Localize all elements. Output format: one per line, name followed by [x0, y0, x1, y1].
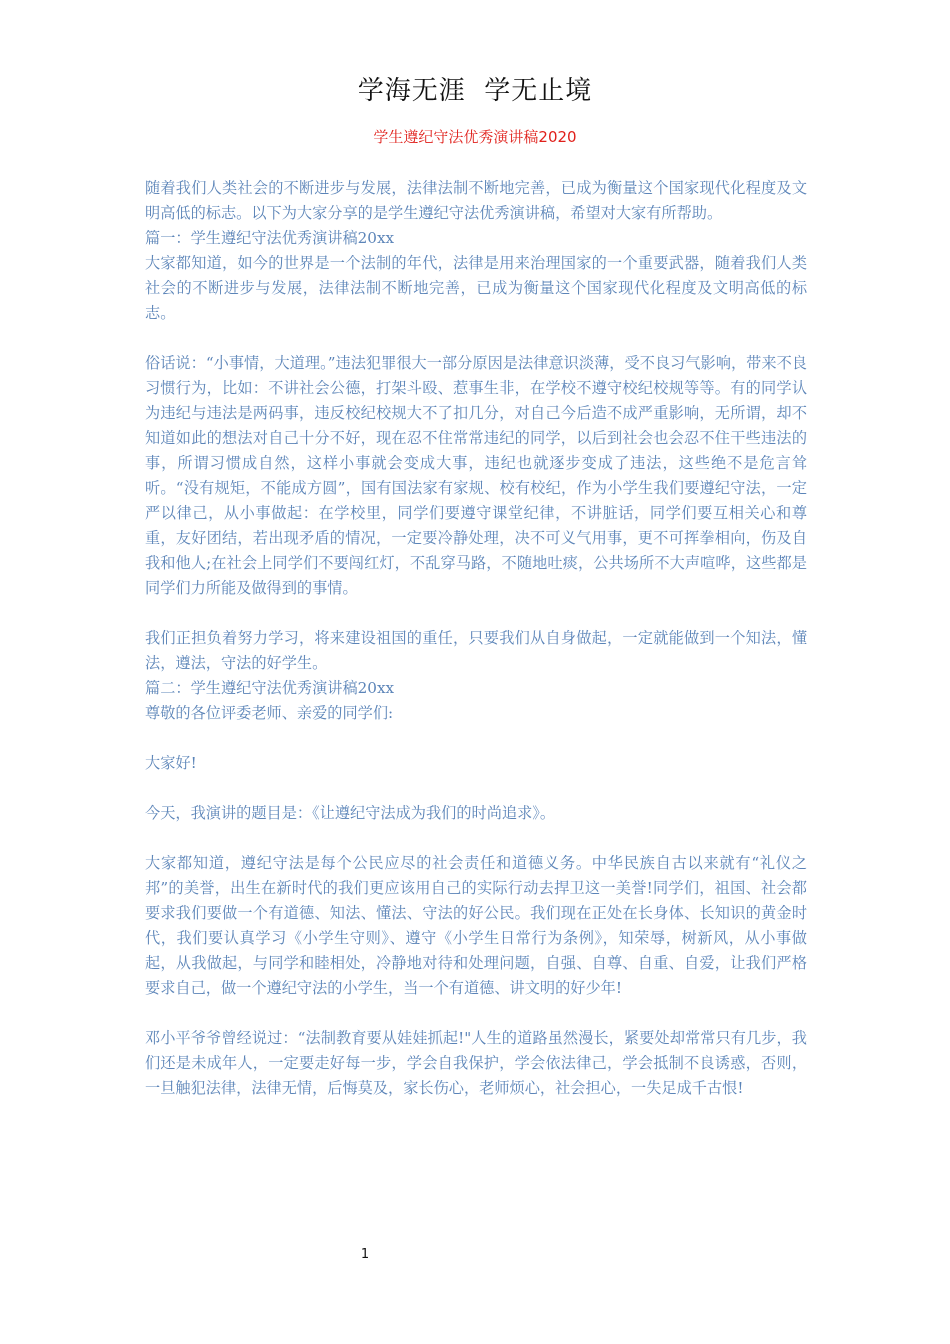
document-title: 学生遵纪守法优秀演讲稿2020: [373, 128, 577, 146]
paragraph-gap: [145, 776, 807, 801]
paragraph: 大家都知道，如今的世界是一个法制的年代，法律是用来治理国家的一个重要武器，随着我们人类社会的不断进步与发展，法律法制不断地完善，已成为衡量这个国家现代化程度及文明高低的标志。: [145, 254, 807, 322]
page-number: 1: [360, 1247, 370, 1262]
paragraph-gap: [145, 1001, 807, 1026]
paragraph: 今天，我演讲的题目是：《让遵纪守法成为我们的时尚追求》。: [145, 804, 556, 822]
section-heading: 篇二：学生遵纪守法优秀演讲稿20xx: [145, 679, 395, 697]
paragraph: 邓小平爷爷曾经说过：“法制教育要从娃娃抓起!"人生的道路虽然漫长，紧要处却常常只有几步，我们还是未成年人，一定要走好每一步，学会自我保护，学会依法律己，学会抵制不良诱惑，否则，一旦触犯法律，法律无情，后悔莫及，家长伤心，老师烦心，社会担心，一失足成千古恨!: [145, 1029, 807, 1097]
paragraph: 俗话说：“小事情，大道理。”违法犯罪很大一部分原因是法律意识淡薄，受不良习气影响，带来不良习惯行为，比如：不讲社会公德，打架斗殴、惹事生非，在学校不遵守校纪校规等等。有的同学认为违纪与违法是两码事，违反校纪校规大不了扣几分，对自己今后造不成严重影响，无所谓，却不知道如此的想法对自己十分不好，现在忍不住常常违纪的同学，以后到社会也会忍不住干些违法的事，所谓习惯成自然，这样小事就会变成大事，违纪也就逐步变成了违法，这些绝不是危言耸听。“没有规矩，不能成方圆”，国有国法家有家规、校有校纪，作为小学生我们要遵纪守法，一定严以律己，从小事做起：在学校里，同学们要遵守课堂纪律，不讲脏话，同学们要互相关心和尊重，友好团结，若出现矛盾的情况，一定要冷静处理，决不可义气用事，更不可挥拳相向，伤及自我和他人;在社会上同学们不要闯红灯，不乱穿马路，不随地吐痰，公共场所不大声喧哗，这些都是同学们力所能及做得到的事情。: [145, 354, 807, 597]
paragraph-gap: [145, 326, 807, 351]
salutation: 尊敬的各位评委老师、亲爱的同学们:: [145, 704, 394, 722]
document-body: [145, 176, 807, 1101]
paragraph: 我们正担负着努力学习，将来建设祖国的重任，只要我们从自身做起，一定就能做到一个知法，懂法，遵法，守法的好学生。: [145, 629, 807, 672]
greeting: 大家好!: [145, 754, 197, 772]
paragraph: 随着我们人类社会的不断进步与发展，法律法制不断地完善，已成为衡量这个国家现代化程度及文明高低的标志。以下为大家分享的是学生遵纪守法优秀演讲稿，希望对大家有所帮助。: [145, 179, 807, 222]
paragraph: 大家都知道，遵纪守法是每个公民应尽的社会责任和道德义务。中华民族自古以来就有“礼仪之邦”的美誉，出生在新时代的我们更应该用自己的实际行动去捍卫这一美誉!同学们，祖国、社会都要求我们要做一个有道德、知法、懂法、守法的好公民。我们现在正处在长身体、长知识的黄金时代，我们要认真学习《小学生守则》、遵守《小学生日常行为条例》，知荣辱，树新风，从小事做起，从我做起，与同学和睦相处，冷静地对待和处理问题，自强、自尊、自重、自爱，让我们严格要求自己，做一个遵纪守法的小学生，当一个有道德、讲文明的好少年!: [145, 854, 807, 997]
header-title: 学海无涯 学无止境: [357, 76, 593, 106]
paragraph-gap: [145, 726, 807, 751]
paragraph-gap: [145, 826, 807, 851]
paragraph-gap: [145, 601, 807, 626]
section-heading: 篇一：学生遵纪守法优秀演讲稿20xx: [145, 229, 395, 247]
